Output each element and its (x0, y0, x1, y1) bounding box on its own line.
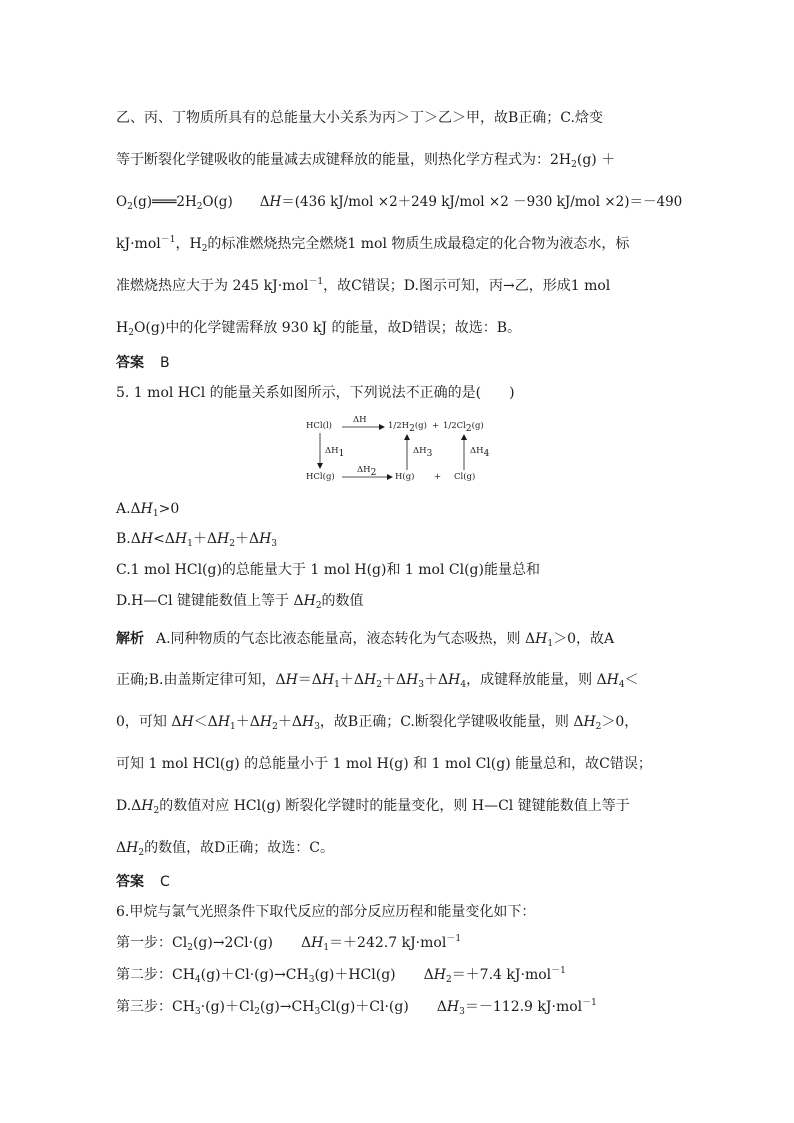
subscript: 3 (194, 1007, 201, 1017)
paragraph-line (116, 319, 686, 337)
label-hcl-g: HCl(g) (306, 472, 335, 482)
variable: H (448, 672, 461, 688)
text: ＝Δ (297, 672, 322, 688)
variable: H (259, 531, 272, 547)
subscript: 3 (314, 1007, 321, 1017)
text: 第一步：Cl (116, 935, 188, 951)
text: C.1 mol HCl(g)的总能量大于 1 mol H(g)和 1 mol Cl(g)能量总和 (116, 562, 540, 578)
text: D.H—Cl 键键能数值上等于 Δ (116, 593, 304, 609)
superscript: －1 (446, 934, 462, 944)
analysis-line (116, 630, 686, 648)
subscript: 2 (409, 424, 415, 434)
label-dh (353, 415, 367, 425)
variable: H (217, 531, 230, 547)
text: 的数值，故D正确；故选：C。 (144, 840, 335, 856)
subscript: 2 (370, 468, 377, 478)
text: 准燃烧热应大于为 245 kJ·mol (116, 278, 309, 294)
subscript: 4 (194, 975, 201, 985)
answer-line (116, 873, 686, 891)
text: >0 (158, 501, 180, 517)
text: ΔH (357, 465, 371, 475)
paragraph-line (116, 277, 686, 295)
text: kJ·mol (116, 236, 161, 252)
step-2 (116, 966, 686, 984)
text: ·(g)＋Cl (200, 999, 255, 1015)
text: (g)→CH (259, 999, 315, 1015)
text: ＝－112.9 kJ·mol (464, 999, 583, 1015)
text: ＝＋242.7 kJ·mol (329, 935, 447, 951)
text: 的数值 (321, 593, 364, 609)
variable: H (181, 714, 194, 730)
text: O(g)中的化学键需释放 930 kJ 的能量，故D错误；故选：B。 (133, 320, 521, 336)
text: 等于断裂化学键吸收的能量减去成键释放的能量，则热化学方程式为：2H (116, 152, 572, 168)
answer-label: 答案 (116, 355, 144, 371)
text: ＜ (624, 672, 639, 688)
analysis-line (116, 671, 686, 689)
superscript: －1 (308, 277, 324, 287)
subscript: 1 (323, 943, 330, 953)
text: ＋Δ (235, 714, 260, 730)
text: ＝＋7.4 kJ·mol (451, 967, 552, 983)
text: (g)═══2H (132, 194, 197, 210)
text: ＋Δ (424, 672, 449, 688)
label-dh2 (357, 465, 377, 478)
variable: H (259, 714, 273, 730)
text: 0，可知 Δ (116, 714, 182, 730)
label-h-g: H(g) (395, 472, 415, 482)
subscript: 2 (595, 722, 602, 732)
text: ΔH (325, 446, 339, 456)
superscript: －1 (160, 235, 176, 245)
subscript: 1 (338, 449, 345, 459)
subscript: 2 (187, 943, 193, 953)
text: ＋Δ (234, 531, 260, 547)
question-stem (116, 903, 686, 921)
subscript: 1 (334, 680, 340, 690)
subscript: 2 (272, 722, 278, 732)
label-dh3 (413, 446, 433, 459)
subscript: 1 (547, 639, 554, 649)
subscript: 2 (571, 160, 577, 170)
text: Δ (116, 840, 127, 856)
superscript: －1 (551, 966, 566, 976)
option-a (116, 500, 686, 518)
subscript: 2 (127, 202, 133, 212)
variable: H (174, 531, 188, 547)
subscript: 4 (618, 680, 625, 690)
paragraph-line (116, 109, 686, 127)
text: 正确;B.由盖斯定律可知，Δ (116, 672, 286, 688)
variable: H (140, 501, 153, 517)
text: ，H (175, 236, 202, 252)
text: ，故B正确；C.断裂化学键吸收能量，则 Δ (319, 714, 584, 730)
text: 乙、丙、丁物质所具有的总能量大小关系为丙＞丁＞乙＞甲，故B正确；C.焓变 (116, 110, 603, 126)
text: H (116, 320, 129, 336)
text: B.Δ (116, 531, 141, 547)
text: (g)＋Cl·(g)→CH (200, 967, 309, 983)
text: 6.甲烷与氯气光照条件下取代反应的部分反应历程和能量变化如下： (116, 904, 536, 920)
step-3 (116, 998, 686, 1016)
step-1 (116, 934, 686, 952)
text: O (116, 194, 128, 210)
variable: H (406, 672, 419, 688)
variable: H (217, 714, 231, 730)
variable: H (433, 967, 446, 983)
subscript: 3 (418, 680, 425, 690)
text: 第二步：CH (116, 967, 195, 983)
label-hcl-l: HCl(l) (306, 421, 332, 431)
text: 1/2Cl (443, 421, 466, 431)
subscript: 4 (483, 449, 490, 459)
subscript: 3 (271, 539, 278, 549)
analysis-line (116, 755, 686, 773)
answer-value: C (160, 874, 170, 890)
variable: H (606, 672, 619, 688)
text: 的数值对应 HCl(g) 断裂化学键时的能量变化，则 H—Cl 键键能数值上等于 (159, 798, 630, 814)
subscript: 2 (229, 539, 235, 549)
text: ＋Δ (192, 531, 217, 547)
paragraph-line (116, 151, 686, 169)
paragraph-line (116, 235, 686, 253)
variable: H (446, 999, 460, 1015)
text: (g)→2Cl·(g) Δ (192, 935, 312, 951)
text: O(g) Δ (202, 194, 270, 210)
subscript: 1 (230, 722, 236, 732)
text: <Δ (153, 531, 175, 547)
text: ＝(436 kJ/mol ×2＋249 kJ/mol ×2 －930 kJ/mol ×2)＝－490 (281, 194, 683, 210)
text: ΔH (353, 415, 367, 425)
option-c (116, 561, 686, 579)
energy-diagram (306, 416, 490, 488)
variable: H (321, 672, 335, 688)
text: (g) (414, 421, 427, 431)
variable: H (269, 194, 282, 210)
text: (g) (471, 421, 484, 431)
label-dh4 (470, 446, 490, 459)
answer-line (116, 354, 686, 372)
subscript: 2 (465, 424, 472, 434)
text: A.Δ (116, 501, 141, 517)
subscript: 1 (152, 509, 159, 519)
subscript: 2 (315, 601, 322, 611)
subscript: 3 (314, 722, 320, 732)
subscript: 2 (196, 202, 203, 212)
subscript: 3 (426, 449, 433, 459)
text: D.Δ (116, 798, 142, 814)
analysis-line (116, 713, 686, 731)
label-plus-bottom: + (434, 472, 442, 482)
text: 5. 1 mol HCl 的能量关系如图所示，下列说法不正确的是( ) (116, 385, 515, 401)
text: ＞0，故A (553, 631, 615, 647)
subscript: 2 (201, 244, 208, 254)
subscript: 2 (138, 848, 145, 858)
variable: H (140, 531, 154, 547)
label-plus-top: + (432, 421, 440, 431)
analysis-line (116, 839, 686, 857)
question-stem (116, 384, 686, 402)
variable: H (583, 714, 596, 730)
answer-label: 答案 (116, 874, 144, 890)
subscript: 2 (376, 680, 382, 690)
text: ＋Δ (339, 672, 364, 688)
variable: H (535, 631, 548, 647)
variable: H (301, 714, 315, 730)
text: ΔH (413, 446, 427, 456)
option-b (116, 530, 686, 548)
analysis-line (116, 797, 686, 815)
text: (g)＋HCl(g) Δ (314, 967, 434, 983)
text: A.同种物质的气态比液态能量高，液态转化为气态吸热，则 Δ (156, 631, 536, 647)
subscript: 2 (153, 806, 160, 816)
text: ，故C错误；D.图示可知，丙→乙，形成1 mol (323, 278, 611, 294)
text: 1/2H (388, 421, 410, 431)
text: 的标准燃烧热完全燃烧1 mol 物质生成最稳定的化合物为液态水，标 (207, 236, 630, 252)
variable: H (303, 593, 316, 609)
subscript: 3 (459, 1007, 465, 1017)
analysis-label: 解析 (116, 631, 144, 647)
text: ＋Δ (277, 714, 302, 730)
paragraph-line (116, 193, 686, 211)
variable: H (141, 798, 154, 814)
text: ΔH (470, 446, 484, 456)
text: (g) ＋ (576, 152, 616, 168)
subscript: 4 (460, 680, 467, 690)
answer-value: B (160, 355, 170, 371)
text: ＞0， (601, 714, 639, 730)
text: ，成键释放能量，则 Δ (466, 672, 607, 688)
subscript: 3 (308, 975, 315, 985)
subscript: 1 (187, 539, 193, 549)
variable: H (285, 672, 298, 688)
variable: H (311, 935, 324, 951)
subscript: 2 (254, 1007, 260, 1017)
superscript: －1 (582, 998, 597, 1008)
text: ＋Δ (381, 672, 407, 688)
text: ＜Δ (193, 714, 218, 730)
label-half-cl2 (443, 421, 484, 434)
subscript: 2 (445, 975, 452, 985)
variable: H (126, 840, 139, 856)
label-cl-g: Cl(g) (454, 472, 476, 482)
text: 第三步：CH (116, 999, 195, 1015)
text: 可知 1 mol HCl(g) 的总能量小于 1 mol H(g) 和 1 mol Cl(g) 能量总和，故C错误； (116, 756, 652, 772)
subscript: 2 (128, 328, 134, 338)
text: Cl(g)＋Cl·(g) Δ (320, 999, 447, 1015)
variable: H (364, 672, 377, 688)
label-dh1 (325, 446, 345, 459)
option-d (116, 592, 686, 610)
label-half-h2 (388, 421, 427, 434)
